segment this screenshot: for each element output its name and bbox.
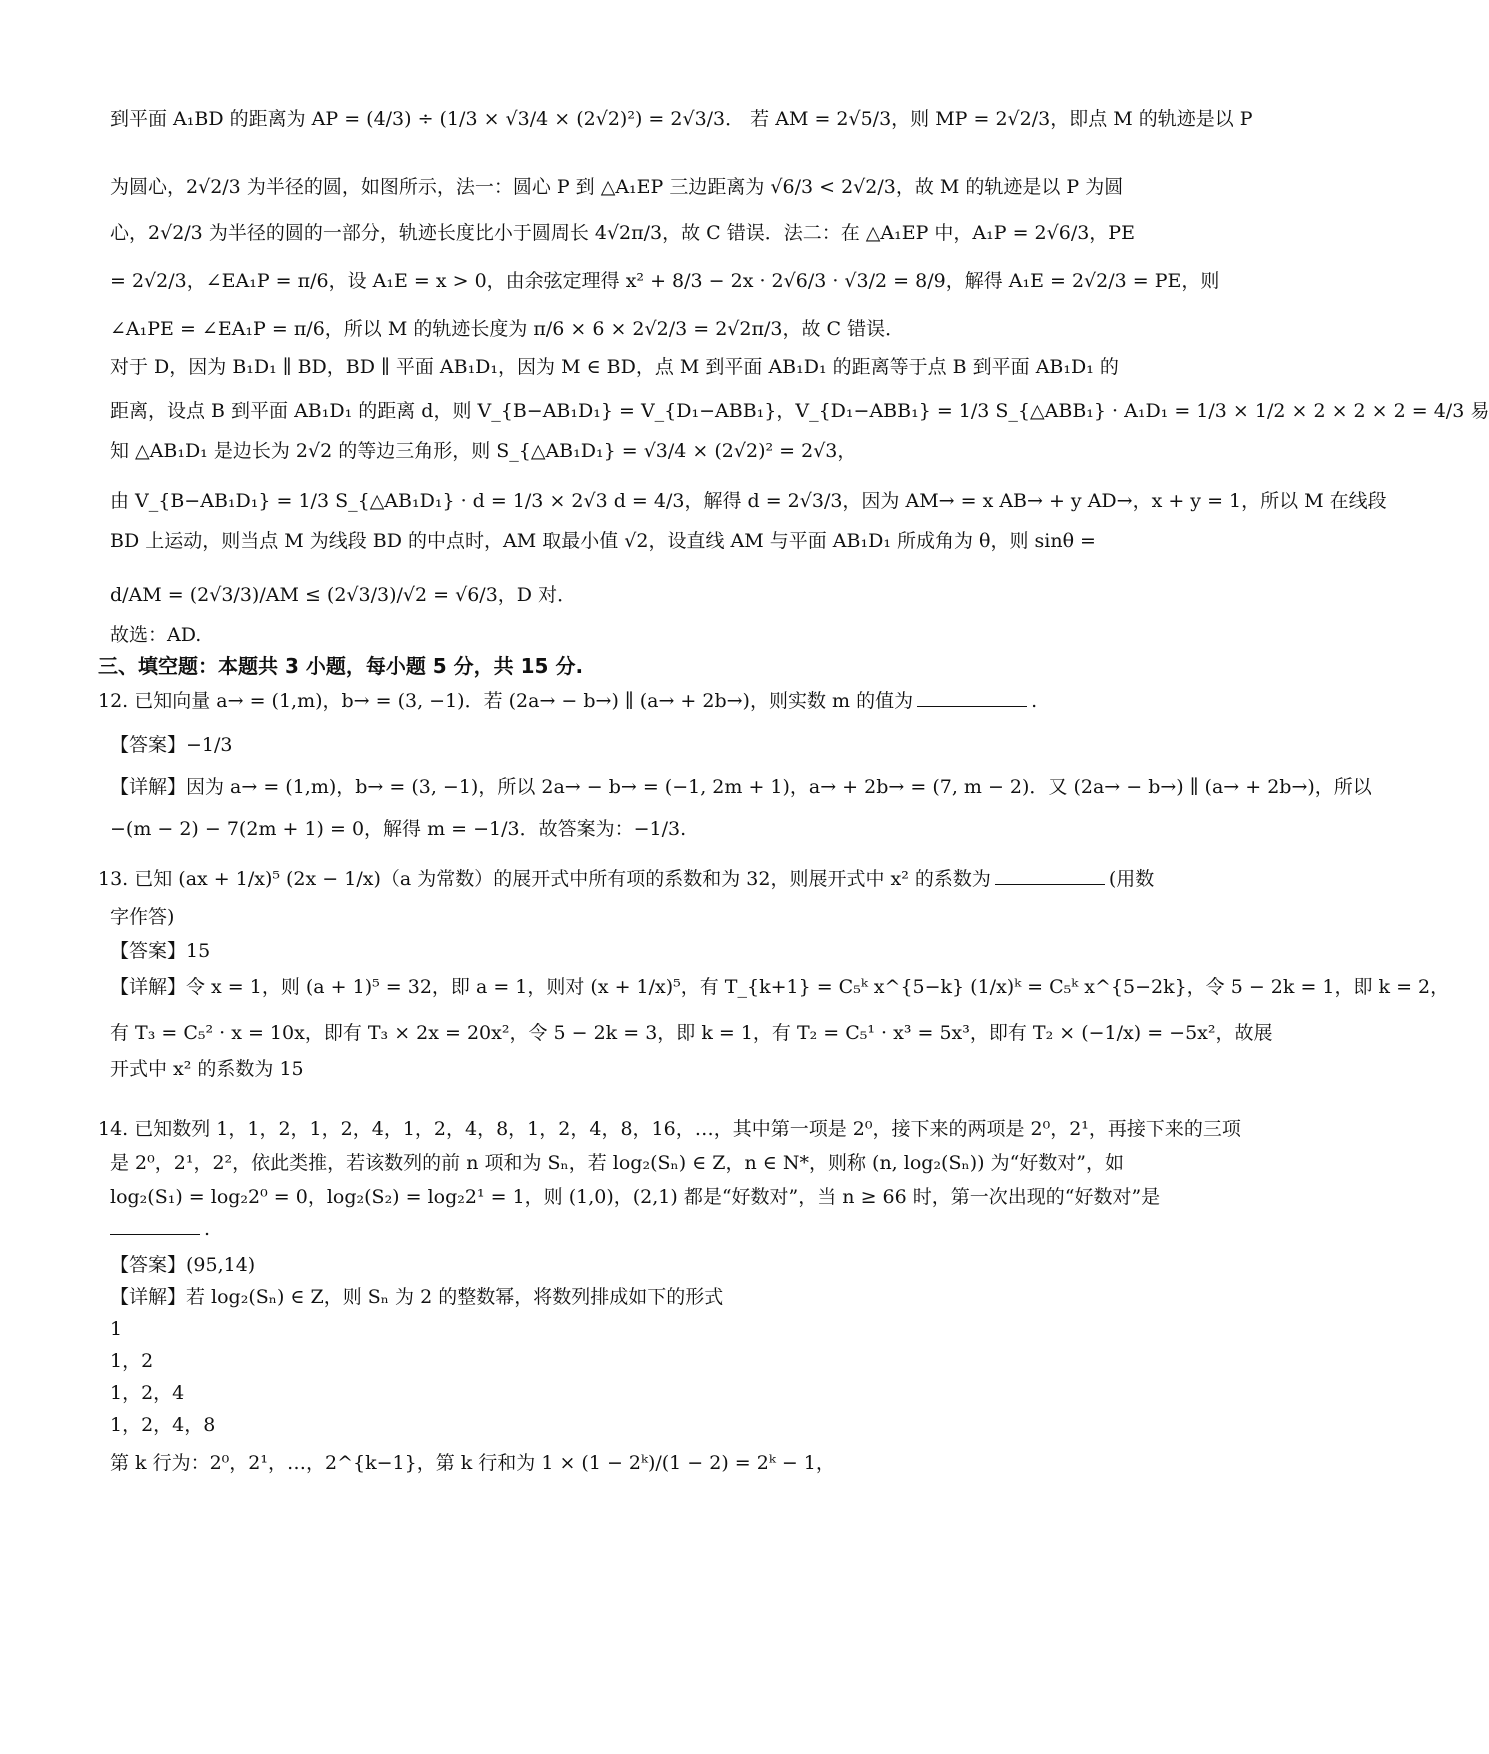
solution-line: 知 △AB₁D₁ 是边长为 2√2 的等边三角形，则 S_{△AB₁D₁} = √3/4 × (2√2)² = 2√3， xyxy=(110,440,857,462)
solution-line: = 2√2/3，∠EA₁P = π/6，设 A₁E = x > 0，由余弦定理得 x² + 8/3 − 2x · 2√6/3 · √3/2 = 8/9，解得 A₁E = 2√2/3 = PE，则 xyxy=(110,270,1220,292)
solution-line: 为圆心，2√2/3 为半径的圆，如图所示，法一：圆心 P 到 △A₁EP 三边距离为 √6/3 < 2√2/3，故 M 的轨迹是以 P 为圆 xyxy=(110,176,1124,198)
solution-line: 由 V_{B−AB₁D₁} = 1/3 S_{△AB₁D₁} · d = 1/3 × 2√3 d = 4/3，解得 d = 2√3/3，因为 AM→ = x AB→ + y AD→，x + y = 1，所以 M 在线段 xyxy=(110,490,1387,512)
question-13-detail: 开式中 x² 的系数为 15 xyxy=(110,1058,304,1080)
question-14-stem-end xyxy=(110,1218,1170,1241)
question-13-detail: 有 T₃ = C₅² · x = 10x，即有 T₃ × 2x = 20x²，令 5 − 2k = 3，即 k = 1，有 T₂ = C₅¹ · x³ = 5x³，即有 T₂ × (−1/x) = −5x²，故展 xyxy=(110,1022,1273,1044)
solution-line: d/AM = (2√3/3)/AM ≤ (2√3/3)/√2 = √6/3，D 对． xyxy=(110,584,577,606)
sequence-row: 1，2，4 xyxy=(110,1382,185,1404)
question-13-stem xyxy=(98,868,1158,891)
sequence-row: 1，2，4，8 xyxy=(110,1414,216,1436)
question-13-stem-cont: 字作答) xyxy=(110,906,175,928)
question-12-answer: 【答案】−1/3 xyxy=(110,734,233,756)
solution-line: ∠A₁PE = ∠EA₁P = π/6，所以 M 的轨迹长度为 π/6 × 6 × 2√2/3 = 2√2π/3，故 C 错误． xyxy=(110,318,905,340)
question-12-detail: 【详解】因为 a→ = (1,m)，b→ = (3, −1)，所以 2a→ − b→ = (−1, 2m + 1)，a→ + 2b→ = (7, m − 2)．又 (2a→ − b→) ∥ (a→ + 2b→)，所以 xyxy=(110,776,1372,798)
question-12-detail: −(m − 2) − 7(2m + 1) = 0，解得 m = −1/3．故答案为：−1/3. xyxy=(110,818,687,840)
section-heading: 三、填空题：本题共 3 小题，每小题 5 分，共 15 分. xyxy=(98,654,584,678)
solution-line: 对于 D，因为 B₁D₁ ∥ BD，BD ∥ 平面 AB₁D₁，因为 M ∈ BD，点 M 到平面 AB₁D₁ 的距离等于点 B 到平面 AB₁D₁ 的 xyxy=(110,356,1119,378)
solution-line: 心，2√2/3 为半径的圆的一部分，轨迹长度比小于圆周长 4√2π/3，故 C 错误．法二：在 △A₁EP 中，A₁P = 2√6/3，PE xyxy=(110,222,1135,244)
question-14-stem: 是 2⁰，2¹，2²，依此类推，若该数列的前 n 项和为 Sₙ，若 log₂(Sₙ) ∈ Z，n ∈ N*，则称 (n, log₂(Sₙ)) 为“好数对”，如 xyxy=(110,1152,1124,1174)
solution-line: BD 上运动，则当点 M 为线段 BD 的中点时，AM 取最小值 √2，设直线 AM 与平面 AB₁D₁ 所成角为 θ，则 sinθ = xyxy=(110,530,1096,552)
question-13-answer: 【答案】15 xyxy=(110,940,211,962)
question-14-stem: 14. 已知数列 1，1，2，1，2，4，1，2，4，8，1，2，4，8，16，…，其中第一项是 2⁰，接下来的两项是 2⁰，2¹，再接下来的三项 xyxy=(98,1118,1241,1140)
question-13-end: (用数 xyxy=(1108,868,1155,890)
question-14-answer: 【答案】(95,14) xyxy=(110,1254,256,1276)
sequence-row: 1 xyxy=(110,1318,123,1340)
question-14-detail: 【详解】若 log₂(Sₙ) ∈ Z，则 Sₙ 为 2 的整数幂，将数列排成如下的形式 xyxy=(110,1286,724,1308)
question-14-end: . xyxy=(204,1218,211,1240)
solution-line: 距离，设点 B 到平面 AB₁D₁ 的距离 d，则 V_{B−AB₁D₁} = V_{D₁−ABB₁}，V_{D₁−ABB₁} = 1/3 S_{△ABB₁} · A₁D₁ = 1/3 × 1/2 × 2 × 2 × 2 = 4/3 易 xyxy=(110,400,1489,422)
solution-line: 故选：AD. xyxy=(110,624,202,646)
question-14-detail: 第 k 行为：2⁰，2¹，…，2^{k−1}，第 k 行和为 1 × (1 − 2ᵏ)/(1 − 2) = 2ᵏ − 1， xyxy=(110,1452,835,1474)
question-12-end: . xyxy=(1031,690,1038,712)
sequence-row: 1，2 xyxy=(110,1350,154,1372)
answer-blank[interactable] xyxy=(917,692,1027,707)
question-13-detail: 【详解】令 x = 1，则 (a + 1)⁵ = 32，即 a = 1，则对 (x + 1/x)⁵，有 T_{k+1} = C₅ᵏ x^{5−k} (1/x)ᵏ = C₅ᵏ x^{5−2k}，令 5 − 2k = 1，即 k = 2， xyxy=(110,976,1450,998)
answer-blank[interactable] xyxy=(995,870,1105,885)
question-12-stem xyxy=(98,690,1158,713)
answer-blank[interactable] xyxy=(110,1220,200,1235)
question-12-text: 12. 已知向量 a→ = (1,m)，b→ = (3, −1)．若 (2a→ − b→) ∥ (a→ + 2b→)，则实数 m 的值为 xyxy=(98,690,914,712)
solution-line: 到平面 A₁BD 的距离为 AP = (4/3) ÷ (1/3 × √3/4 × (2√2)²) = 2√3/3． 若 AM = 2√5/3，则 MP = 2√2/3，即点 M 的轨迹是以 P xyxy=(110,108,1253,130)
question-13-text: 13. 已知 (ax + 1/x)⁵ (2x − 1/x)（a 为常数）的展开式中所有项的系数和为 32，则展开式中 x² 的系数为 xyxy=(98,868,991,890)
question-14-stem: log₂(S₁) = log₂2⁰ = 0，log₂(S₂) = log₂2¹ = 1，则 (1,0)，(2,1) 都是“好数对”，当 n ≥ 66 时，第一次出现的“好数对”是 xyxy=(110,1186,1161,1208)
